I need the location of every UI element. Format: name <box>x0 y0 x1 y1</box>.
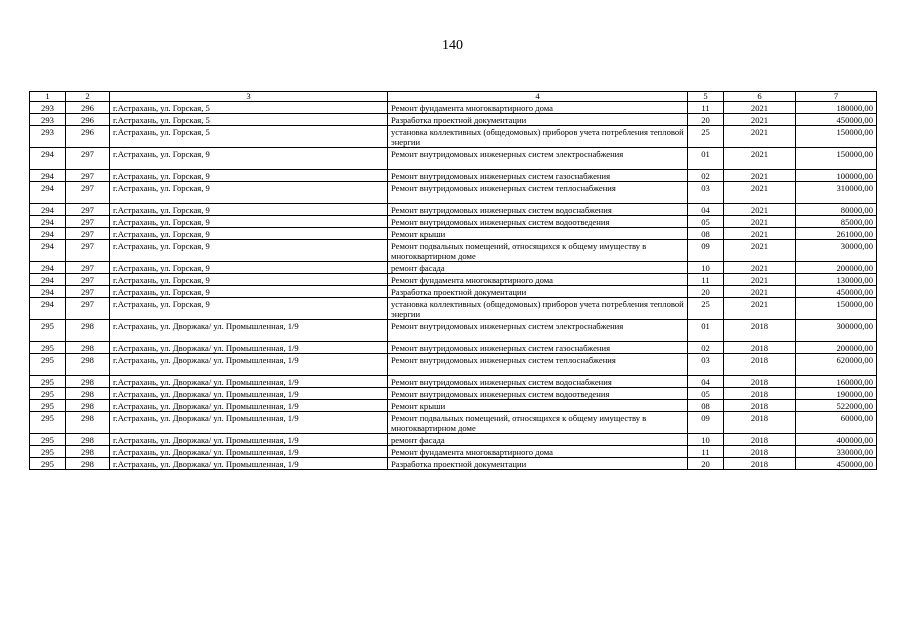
house-index-cell: 298 <box>66 376 110 388</box>
work-code-cell: 04 <box>688 376 724 388</box>
cost-cell: 261000,00 <box>796 228 877 240</box>
cost-cell: 330000,00 <box>796 446 877 458</box>
table-row <box>30 274 877 286</box>
address-cell: г.Астрахань, ул. Горская, 9 <box>110 274 388 286</box>
work-type-cell: Ремонт внутридомовых инженерных систем водоотведения <box>388 388 688 400</box>
row-index-cell: 294 <box>30 182 66 204</box>
work-type-cell: Ремонт внутридомовых инженерных систем газоснабжения <box>388 342 688 354</box>
work-code-cell: 05 <box>688 388 724 400</box>
table-row <box>30 286 877 298</box>
address-cell: г.Астрахань, ул. Дворжака/ ул. Промышленная, 1/9 <box>110 342 388 354</box>
row-index-cell: 293 <box>30 102 66 114</box>
row-index-cell: 294 <box>30 286 66 298</box>
row-index-cell: 294 <box>30 216 66 228</box>
house-index-cell: 298 <box>66 400 110 412</box>
year-cell: 2021 <box>724 114 796 126</box>
work-code-cell: 20 <box>688 286 724 298</box>
work-code-cell: 11 <box>688 274 724 286</box>
row-index-cell: 295 <box>30 412 66 434</box>
header-cell-4: 4 <box>388 92 688 102</box>
table-row <box>30 262 877 274</box>
header-cell-2: 2 <box>66 92 110 102</box>
table-row <box>30 376 877 388</box>
table-header-row <box>30 92 877 102</box>
cost-cell: 200000,00 <box>796 342 877 354</box>
work-code-cell: 08 <box>688 400 724 412</box>
table-row <box>30 228 877 240</box>
work-code-cell: 09 <box>688 240 724 262</box>
year-cell: 2021 <box>724 216 796 228</box>
row-index-cell: 295 <box>30 354 66 376</box>
house-index-cell: 298 <box>66 458 110 470</box>
header-cell-1: 1 <box>30 92 66 102</box>
address-cell: г.Астрахань, ул. Горская, 5 <box>110 126 388 148</box>
work-type-cell: ремонт фасада <box>388 262 688 274</box>
year-cell: 2018 <box>724 400 796 412</box>
year-cell: 2018 <box>724 458 796 470</box>
house-index-cell: 298 <box>66 354 110 376</box>
work-code-cell: 03 <box>688 182 724 204</box>
work-type-cell: Ремонт внутридомовых инженерных систем водоотведения <box>388 216 688 228</box>
work-code-cell: 10 <box>688 434 724 446</box>
repair-program-table <box>29 91 877 470</box>
table-row <box>30 434 877 446</box>
house-index-cell: 296 <box>66 114 110 126</box>
work-code-cell: 20 <box>688 114 724 126</box>
house-index-cell: 297 <box>66 182 110 204</box>
address-cell: г.Астрахань, ул. Горская, 9 <box>110 148 388 170</box>
row-index-cell: 294 <box>30 240 66 262</box>
table-row <box>30 114 877 126</box>
table-row <box>30 216 877 228</box>
year-cell: 2021 <box>724 126 796 148</box>
work-code-cell: 02 <box>688 342 724 354</box>
cost-cell: 150000,00 <box>796 148 877 170</box>
year-cell: 2021 <box>724 170 796 182</box>
cost-cell: 300000,00 <box>796 320 877 342</box>
year-cell: 2018 <box>724 354 796 376</box>
table-row <box>30 126 877 148</box>
work-code-cell: 04 <box>688 204 724 216</box>
work-code-cell: 08 <box>688 228 724 240</box>
table-row <box>30 102 877 114</box>
row-index-cell: 294 <box>30 298 66 320</box>
table-row <box>30 182 877 204</box>
work-type-cell: Разработка проектной документации <box>388 114 688 126</box>
cost-cell: 450000,00 <box>796 114 877 126</box>
year-cell: 2018 <box>724 446 796 458</box>
address-cell: г.Астрахань, ул. Горская, 9 <box>110 298 388 320</box>
work-type-cell: Ремонт внутридомовых инженерных систем газоснабжения <box>388 170 688 182</box>
house-index-cell: 296 <box>66 126 110 148</box>
house-index-cell: 297 <box>66 286 110 298</box>
header-cell-3: 3 <box>110 92 388 102</box>
work-code-cell: 05 <box>688 216 724 228</box>
work-type-cell: Ремонт внутридомовых инженерных систем теплоснабжения <box>388 182 688 204</box>
address-cell: г.Астрахань, ул. Горская, 9 <box>110 182 388 204</box>
house-index-cell: 298 <box>66 446 110 458</box>
table-row <box>30 400 877 412</box>
cost-cell: 150000,00 <box>796 298 877 320</box>
cost-cell: 85000,00 <box>796 216 877 228</box>
work-type-cell: Ремонт внутридомовых инженерных систем электроснабжения <box>388 320 688 342</box>
table-row <box>30 388 877 400</box>
table-row <box>30 204 877 216</box>
work-code-cell: 25 <box>688 298 724 320</box>
work-type-cell: Ремонт внутридомовых инженерных систем водоснабжения <box>388 204 688 216</box>
house-index-cell: 298 <box>66 342 110 354</box>
address-cell: г.Астрахань, ул. Горская, 9 <box>110 262 388 274</box>
header-cell-6: 6 <box>724 92 796 102</box>
table-row <box>30 298 877 320</box>
work-type-cell: Ремонт внутридомовых инженерных систем электроснабжения <box>388 148 688 170</box>
work-type-cell: Ремонт фундамента многоквартирного дома <box>388 446 688 458</box>
work-type-cell: Ремонт фундамента многоквартирного дома <box>388 102 688 114</box>
row-index-cell: 295 <box>30 446 66 458</box>
year-cell: 2018 <box>724 412 796 434</box>
row-index-cell: 295 <box>30 400 66 412</box>
work-type-cell: Ремонт фундамента многоквартирного дома <box>388 274 688 286</box>
work-type-cell: ремонт фасада <box>388 434 688 446</box>
year-cell: 2021 <box>724 274 796 286</box>
house-index-cell: 297 <box>66 170 110 182</box>
address-cell: г.Астрахань, ул. Горская, 5 <box>110 114 388 126</box>
row-index-cell: 294 <box>30 170 66 182</box>
house-index-cell: 297 <box>66 204 110 216</box>
house-index-cell: 297 <box>66 148 110 170</box>
row-index-cell: 294 <box>30 204 66 216</box>
table-row <box>30 354 877 376</box>
address-cell: г.Астрахань, ул. Горская, 9 <box>110 204 388 216</box>
work-type-cell: Ремонт подвальных помещений, относящихся к общему имуществу в многоквартирном доме <box>388 240 688 262</box>
address-cell: г.Астрахань, ул. Горская, 9 <box>110 240 388 262</box>
house-index-cell: 297 <box>66 216 110 228</box>
row-index-cell: 294 <box>30 228 66 240</box>
work-code-cell: 02 <box>688 170 724 182</box>
cost-cell: 80000,00 <box>796 204 877 216</box>
house-index-cell: 296 <box>66 102 110 114</box>
year-cell: 2021 <box>724 148 796 170</box>
cost-cell: 522000,00 <box>796 400 877 412</box>
work-type-cell: Ремонт подвальных помещений, относящихся к общему имуществу в многоквартирном доме <box>388 412 688 434</box>
house-index-cell: 298 <box>66 434 110 446</box>
cost-cell: 620000,00 <box>796 354 877 376</box>
year-cell: 2018 <box>724 376 796 388</box>
table-row <box>30 446 877 458</box>
year-cell: 2021 <box>724 298 796 320</box>
cost-cell: 200000,00 <box>796 262 877 274</box>
page-number: 140 <box>442 38 463 53</box>
table-body <box>30 92 877 470</box>
house-index-cell: 297 <box>66 228 110 240</box>
address-cell: г.Астрахань, ул. Дворжака/ ул. Промышленная, 1/9 <box>110 376 388 388</box>
row-index-cell: 294 <box>30 148 66 170</box>
row-index-cell: 294 <box>30 262 66 274</box>
row-index-cell: 295 <box>30 342 66 354</box>
work-code-cell: 03 <box>688 354 724 376</box>
cost-cell: 130000,00 <box>796 274 877 286</box>
house-index-cell: 298 <box>66 412 110 434</box>
row-index-cell: 293 <box>30 126 66 148</box>
year-cell: 2021 <box>724 262 796 274</box>
address-cell: г.Астрахань, ул. Горская, 9 <box>110 286 388 298</box>
year-cell: 2021 <box>724 286 796 298</box>
address-cell: г.Астрахань, ул. Горская, 5 <box>110 102 388 114</box>
table-row <box>30 320 877 342</box>
year-cell: 2018 <box>724 388 796 400</box>
work-type-cell: установка коллективных (общедомовых) приборов учета потребления тепловой энергии <box>388 298 688 320</box>
cost-cell: 30000,00 <box>796 240 877 262</box>
work-type-cell: Ремонт внутридомовых инженерных систем водоснабжения <box>388 376 688 388</box>
work-code-cell: 11 <box>688 102 724 114</box>
work-code-cell: 11 <box>688 446 724 458</box>
row-index-cell: 295 <box>30 320 66 342</box>
row-index-cell: 294 <box>30 274 66 286</box>
address-cell: г.Астрахань, ул. Дворжака/ ул. Промышленная, 1/9 <box>110 320 388 342</box>
work-code-cell: 01 <box>688 148 724 170</box>
work-type-cell: Ремонт внутридомовых инженерных систем теплоснабжения <box>388 354 688 376</box>
year-cell: 2021 <box>724 228 796 240</box>
year-cell: 2018 <box>724 434 796 446</box>
cost-cell: 450000,00 <box>796 286 877 298</box>
house-index-cell: 298 <box>66 388 110 400</box>
house-index-cell: 297 <box>66 298 110 320</box>
work-code-cell: 09 <box>688 412 724 434</box>
year-cell: 2021 <box>724 102 796 114</box>
work-type-cell: Ремонт крыши <box>388 400 688 412</box>
cost-cell: 400000,00 <box>796 434 877 446</box>
year-cell: 2018 <box>724 342 796 354</box>
cost-cell: 160000,00 <box>796 376 877 388</box>
house-index-cell: 297 <box>66 274 110 286</box>
work-type-cell: Разработка проектной документации <box>388 458 688 470</box>
header-cell-7: 7 <box>796 92 877 102</box>
address-cell: г.Астрахань, ул. Горская, 9 <box>110 216 388 228</box>
row-index-cell: 295 <box>30 388 66 400</box>
work-code-cell: 10 <box>688 262 724 274</box>
work-type-cell: Разработка проектной документации <box>388 286 688 298</box>
address-cell: г.Астрахань, ул. Дворжака/ ул. Промышленная, 1/9 <box>110 412 388 434</box>
work-type-cell: установка коллективных (общедомовых) приборов учета потребления тепловой энергии <box>388 126 688 148</box>
cost-cell: 150000,00 <box>796 126 877 148</box>
work-code-cell: 20 <box>688 458 724 470</box>
row-index-cell: 293 <box>30 114 66 126</box>
address-cell: г.Астрахань, ул. Горская, 9 <box>110 170 388 182</box>
table-row <box>30 240 877 262</box>
year-cell: 2018 <box>724 320 796 342</box>
address-cell: г.Астрахань, ул. Дворжака/ ул. Промышленная, 1/9 <box>110 446 388 458</box>
cost-cell: 190000,00 <box>796 388 877 400</box>
cost-cell: 310000,00 <box>796 182 877 204</box>
cost-cell: 180000,00 <box>796 102 877 114</box>
table-row <box>30 458 877 470</box>
cost-cell: 450000,00 <box>796 458 877 470</box>
work-type-cell: Ремонт крыши <box>388 228 688 240</box>
work-code-cell: 01 <box>688 320 724 342</box>
cost-cell: 60000,00 <box>796 412 877 434</box>
row-index-cell: 295 <box>30 376 66 388</box>
year-cell: 2021 <box>724 182 796 204</box>
work-code-cell: 25 <box>688 126 724 148</box>
table-row <box>30 170 877 182</box>
year-cell: 2021 <box>724 204 796 216</box>
address-cell: г.Астрахань, ул. Дворжака/ ул. Промышленная, 1/9 <box>110 388 388 400</box>
row-index-cell: 295 <box>30 434 66 446</box>
header-cell-5: 5 <box>688 92 724 102</box>
table-row <box>30 342 877 354</box>
cost-cell: 100000,00 <box>796 170 877 182</box>
address-cell: г.Астрахань, ул. Дворжака/ ул. Промышленная, 1/9 <box>110 354 388 376</box>
address-cell: г.Астрахань, ул. Горская, 9 <box>110 228 388 240</box>
year-cell: 2021 <box>724 240 796 262</box>
table-row <box>30 148 877 170</box>
address-cell: г.Астрахань, ул. Дворжака/ ул. Промышленная, 1/9 <box>110 434 388 446</box>
house-index-cell: 297 <box>66 262 110 274</box>
address-cell: г.Астрахань, ул. Дворжака/ ул. Промышленная, 1/9 <box>110 458 388 470</box>
row-index-cell: 295 <box>30 458 66 470</box>
address-cell: г.Астрахань, ул. Дворжака/ ул. Промышленная, 1/9 <box>110 400 388 412</box>
house-index-cell: 297 <box>66 240 110 262</box>
table-row <box>30 412 877 434</box>
house-index-cell: 298 <box>66 320 110 342</box>
